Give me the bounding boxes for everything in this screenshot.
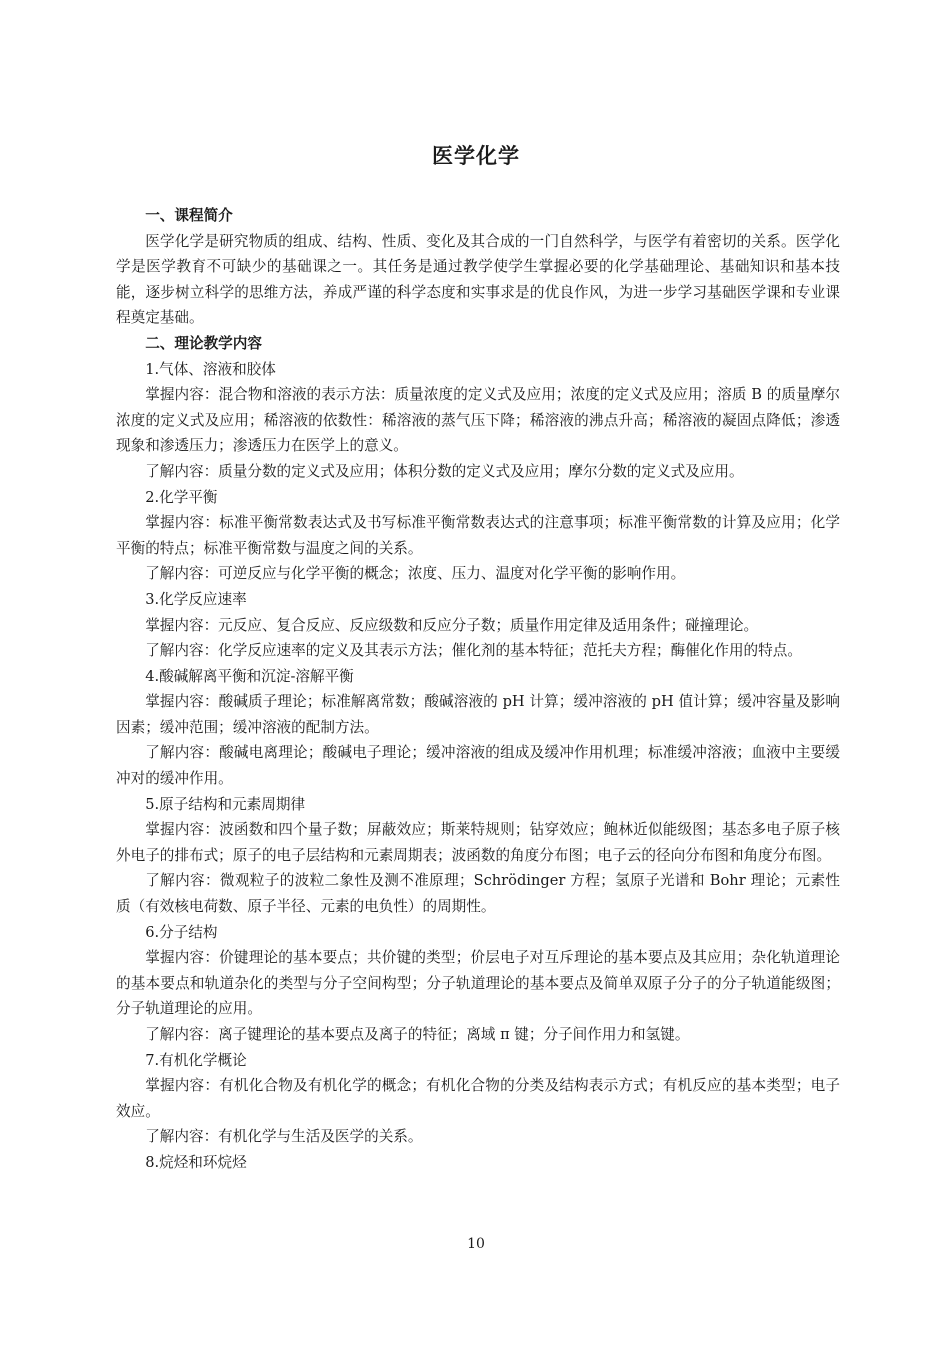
section-heading-intro: 一、课程简介 bbox=[145, 207, 233, 224]
topic-title: 6.分子结构 bbox=[145, 923, 218, 941]
topic-understand-text: 了解内容：化学反应速率的定义及其表示方法；催化剂的基本特征；范托夫方程；酶催化作用的特点。 bbox=[145, 642, 802, 660]
topic-7 bbox=[116, 1048, 840, 1150]
topic-understand-text: 了解内容：微观粒子的波粒二象性及测不准原理；Schrödinger 方程；氢原子光谱和 Bohr 理论；元素性质（有效核电荷数、原子半径、元素的电负性）的周期性。 bbox=[116, 872, 840, 916]
topic-master-text: 掌握内容：标准平衡常数表达式及书写标准平衡常数表达式的注意事项；标准平衡常数的计算及应用；化学平衡的特点；标准平衡常数与温度之间的关系。 bbox=[116, 514, 840, 557]
topic-understand-text: 了解内容：可逆反应与化学平衡的概念；浓度、压力、温度对化学平衡的影响作用。 bbox=[145, 565, 686, 583]
topic-understand-text: 了解内容：质量分数的定义式及应用；体积分数的定义式及应用；摩尔分数的定义式及应用。 bbox=[145, 462, 744, 480]
topic-title: 3.化学反应速率 bbox=[145, 590, 247, 608]
topic-understand-text: 了解内容：离子键理论的基本要点及离子的特征；离域 π 键；分子间作用力和氢键。 bbox=[145, 1026, 690, 1043]
topic-master-text: 掌握内容：混合物和溶液的表示方法：质量浓度的定义式及应用；浓度的定义式及应用；溶质 B 的质量摩尔浓度的定义式及应用；稀溶液的依数性：稀溶液的蒸气压下降；稀溶液的沸点升高；稀溶液的凝固点降低；渗透现象和渗透压力；渗透压力在医学上的意义。 bbox=[116, 386, 840, 455]
topic-understand-text: 了解内容：有机化学与生活及医学的关系。 bbox=[145, 1128, 423, 1146]
topic-title: 2.化学平衡 bbox=[145, 488, 218, 506]
topic-2 bbox=[116, 485, 840, 587]
topic-title: 7.有机化学概论 bbox=[145, 1051, 247, 1069]
section-heading-theory: 二、理论教学内容 bbox=[145, 334, 262, 352]
topic-3 bbox=[116, 587, 840, 664]
topic-master-text: 掌握内容：元反应、复合反应、反应级数和反应分子数；质量作用定律及适用条件；碰撞理论。 bbox=[145, 616, 759, 634]
topic-8-title: 8.烷烃和环烷烃 bbox=[145, 1153, 247, 1171]
intro-paragraph: 医学化学是研究物质的组成、结构、性质、变化及其合成的一门自然科学，与医学有着密切的关系。医学化学是医学教育不可缺少的基础课之一。其任务是通过教学使学生掌握必要的化学基础理论、基础知识和基本技能，逐步树立科学的思维方法，养成严谨的科学态度和实事求是的优良作风，为进一步学习基础医学课和专业课程奠定基础。 bbox=[116, 232, 840, 327]
topic-1 bbox=[116, 357, 840, 485]
page-number: 10 bbox=[467, 1236, 485, 1252]
topic-6 bbox=[116, 920, 840, 1048]
topic-title: 5.原子结构和元素周期律 bbox=[145, 795, 306, 813]
document-body bbox=[116, 203, 840, 1176]
topic-master-text: 掌握内容：波函数和四个量子数；屏蔽效应；斯莱特规则；钻穿效应；鲍林近似能级图；基态多电子原子核外电子的排布式；原子的电子层结构和元素周期表；波函数的角度分布图；电子云的径向分布图和角度分布图。 bbox=[116, 821, 840, 864]
topic-title: 4.酸碱解离平衡和沉淀-溶解平衡 bbox=[145, 667, 354, 685]
topic-4 bbox=[116, 664, 840, 792]
topic-master-text: 掌握内容：价键理论的基本要点；共价键的类型；价层电子对互斥理论的基本要点及其应用；杂化轨道理论的基本要点和轨道杂化的类型与分子空间构型；分子轨道理论的基本要点及简单双原子分子的分子轨道能级图；分子轨道理论的应用。 bbox=[116, 949, 840, 1018]
topic-5 bbox=[116, 792, 840, 920]
topic-master-text: 掌握内容：有机化合物及有机化学的概念；有机化合物的分类及结构表示方式；有机反应的基本类型；电子效应。 bbox=[116, 1077, 840, 1120]
topic-title: 1.气体、溶液和胶体 bbox=[145, 360, 276, 378]
topic-master-text: 掌握内容：酸碱质子理论；标准解离常数；酸碱溶液的 pH 计算；缓冲溶液的 pH 值计算；缓冲容量及影响因素；缓冲范围；缓冲溶液的配制方法。 bbox=[116, 693, 840, 736]
topic-understand-text: 了解内容：酸碱电离理论；酸碱电子理论；缓冲溶液的组成及缓冲作用机理；标准缓冲溶液；血液中主要缓冲对的缓冲作用。 bbox=[116, 744, 840, 788]
document-title: 医学化学 bbox=[432, 144, 520, 168]
